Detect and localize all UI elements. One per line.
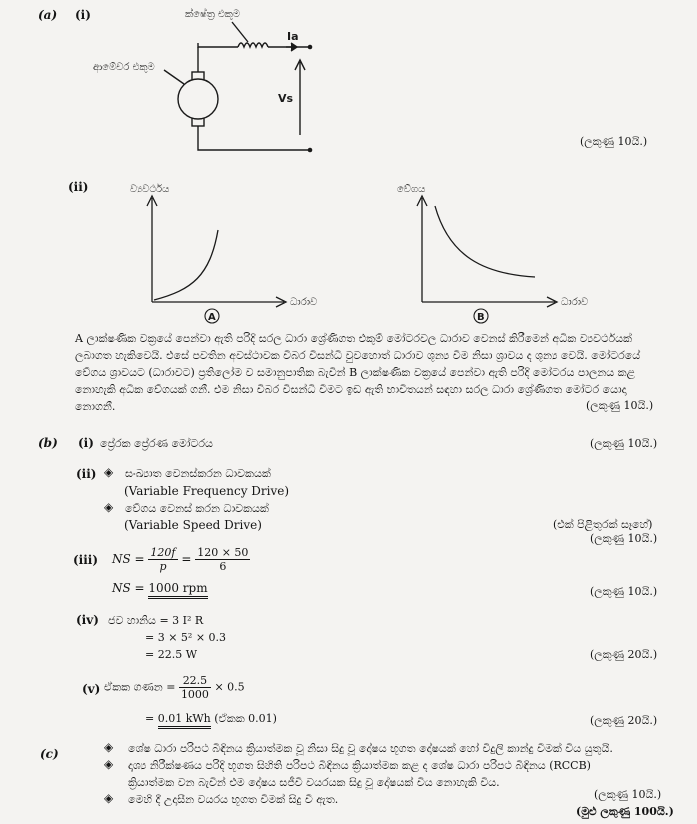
part-a-label: (a) [38, 8, 58, 22]
part-c-item1: ශේෂ ධාරා පරිපථ බිඳිනය ක්‍රියාත්මක වූ නිසා සිදු වූ දෝෂය භූගත දෝෂයක් හෝ විදුලි කාන්දු වීමක් විය යුතුයි. [128, 742, 613, 755]
part-b-iii-mark: (ලකුණු 10යි.) [590, 585, 658, 598]
part-b-iv-line2: = 3 × 5² × 0.3 [145, 631, 227, 644]
part-a-i-label: (i) [75, 8, 91, 22]
motor-circuit-diagram [90, 0, 330, 160]
voltage-vs-label: Vs [278, 92, 294, 105]
part-b-i-answer: ප්‍රේරක ප්‍රේරණ මෝටරය [100, 437, 213, 450]
part-b-v-answer: = 0.01 kWh (ඒකක 0.01) [145, 712, 277, 726]
field-coil-winding [238, 43, 268, 47]
part-a-explanation: A ලාක්ෂණික වක්‍රයේ පෙන්වා ඇති පරිදි සරල ධාරා ශ්‍රේණිගත එකුම් මෝටරවල ධාරාව වෙනස් කිරීමෙන් අධික ව්‍යවර්ථයක් ලබාගත හැකිවෙයි. එසේ පවතින අවස්ථාවක විබර විසන්ධි වුවහොත් ධාරාව ශුන්‍ය වීම නිසා ශ්‍රාවය ද ශුන්‍ය වෙයි. මෝටරයේ වේගය ශ්‍රාවයට (ධාරාවට) ප්‍රතිලෝම ව සමානුපාතික බැවින් B ලාක්ෂණික වක්‍රයේ පෙන්වා ඇති පරිදි මෝටරය පාලනය කළ නොහැකි අධික වේගයක් ගනී. එම නිසා විබර විසන්ධි වීමට ඉඩ ඇති භාවිතයන් සඳහා සරල ධාරා ශ්‍රේණිගත මෝටර යොදා නොගනී. [75, 332, 641, 413]
part-b-label: (b) [38, 436, 58, 450]
part-b-i-label: (i) [78, 436, 94, 450]
part-b-v-label: (v) [82, 682, 101, 696]
bullet-diamond-icon: ◈ [104, 465, 114, 479]
bullet-diamond-icon: ◈ [104, 500, 114, 514]
part-b-iii-answer: NS = 1000 rpm [112, 581, 208, 595]
graph-b-xlabel: ධාරාව [561, 297, 589, 308]
torque-curve-a [154, 230, 218, 300]
part-b-iv-mark: (ලකුණු 20යි.) [590, 648, 658, 661]
total-marks: (මුළු ලකුණු 100යි.) [576, 805, 674, 818]
part-c-label: (c) [40, 747, 59, 761]
bullet-diamond-icon: ◈ [104, 740, 114, 754]
part-b-v-mark: (ලකුණු 20යි.) [590, 714, 658, 727]
part-c-item2b: ක්‍රියාත්මක වන බැවින් එම දෝෂය සජීවී වයරයක සිදු වූ දෝෂයක් විය නොහැකි විය. [128, 776, 500, 789]
part-b-ii-item2: වේගය වෙනස් කරන ධාවකයක් [125, 502, 269, 515]
speed-curve-b [435, 206, 535, 277]
field-coil-label: ක්ෂේත්‍ර එකුම [185, 9, 241, 20]
graph-b-tag: B [477, 312, 485, 323]
part-b-ii-item1: සංඛ්‍යාත වෙනස්කරන ධාවකයක් [125, 467, 271, 480]
graph-a-xlabel: ධාරාව [290, 297, 318, 308]
part-b-ii-mark: (ලකුණු 10යි.) [590, 532, 658, 545]
part-b-i-mark: (ලකුණු 10යි.) [590, 437, 658, 450]
part-b-ii-label: (ii) [76, 467, 97, 481]
part-b-ii-note: (එක් පිළිතුරක් සෑහේ) [553, 518, 653, 531]
part-c-item3: මෙහි දී උදාසීන වයරය භූගත වීමක් සිදු වී ඇත. [128, 793, 339, 806]
part-b-ii-item1-en: (Variable Frequency Drive) [124, 484, 290, 498]
armature-coil-label: ආමේචර එකුම [93, 62, 155, 73]
part-b-ii-item2-en: (Variable Speed Drive) [124, 518, 262, 532]
part-a-ii-label: (ii) [68, 180, 89, 194]
part-a-i-mark: (ලකුණු 10යි.) [580, 135, 648, 148]
bullet-diamond-icon: ◈ [104, 757, 114, 771]
graph-a-ylabel: ව්‍යවර්ථය [130, 184, 170, 195]
graph-a-tag: A [208, 312, 216, 323]
part-b-iv-line1: ජව හානිය = 3 I² R [108, 614, 204, 627]
part-b-iv-answer: = 22.5 W [145, 648, 198, 661]
bullet-diamond-icon: ◈ [104, 791, 114, 805]
part-c-item2a: දෘශ්‍ය නිරීක්ෂණය පරිදි භූගත සිහිති පරිපථ බිඳිනය ක්‍රියාත්මක කළ ද ශේෂ ධාරා පරිපථ බිඳිනය (RCCB) [128, 759, 591, 772]
torque-current-graph [112, 178, 342, 326]
graph-b-ylabel: වේගය [397, 184, 426, 195]
part-b-iii-formula: NS = $\frac{120f}{p}$ = $\frac{120 \times 50}{6}$ [112, 546, 249, 573]
current-ia-label: Ia [287, 30, 299, 43]
part-b-iv-label: (iv) [76, 613, 99, 627]
part-b-v-formula: ඒකක ගණන = $\frac{22.5}{1000}$ × 0.5 [104, 674, 245, 701]
part-c-mark: (ලකුණු 10යි.) [594, 788, 662, 801]
part-a-ii-mark: (ලකුණු 10යි.) [586, 399, 654, 412]
speed-current-graph [385, 178, 615, 326]
part-b-iii-label: (iii) [73, 553, 99, 567]
